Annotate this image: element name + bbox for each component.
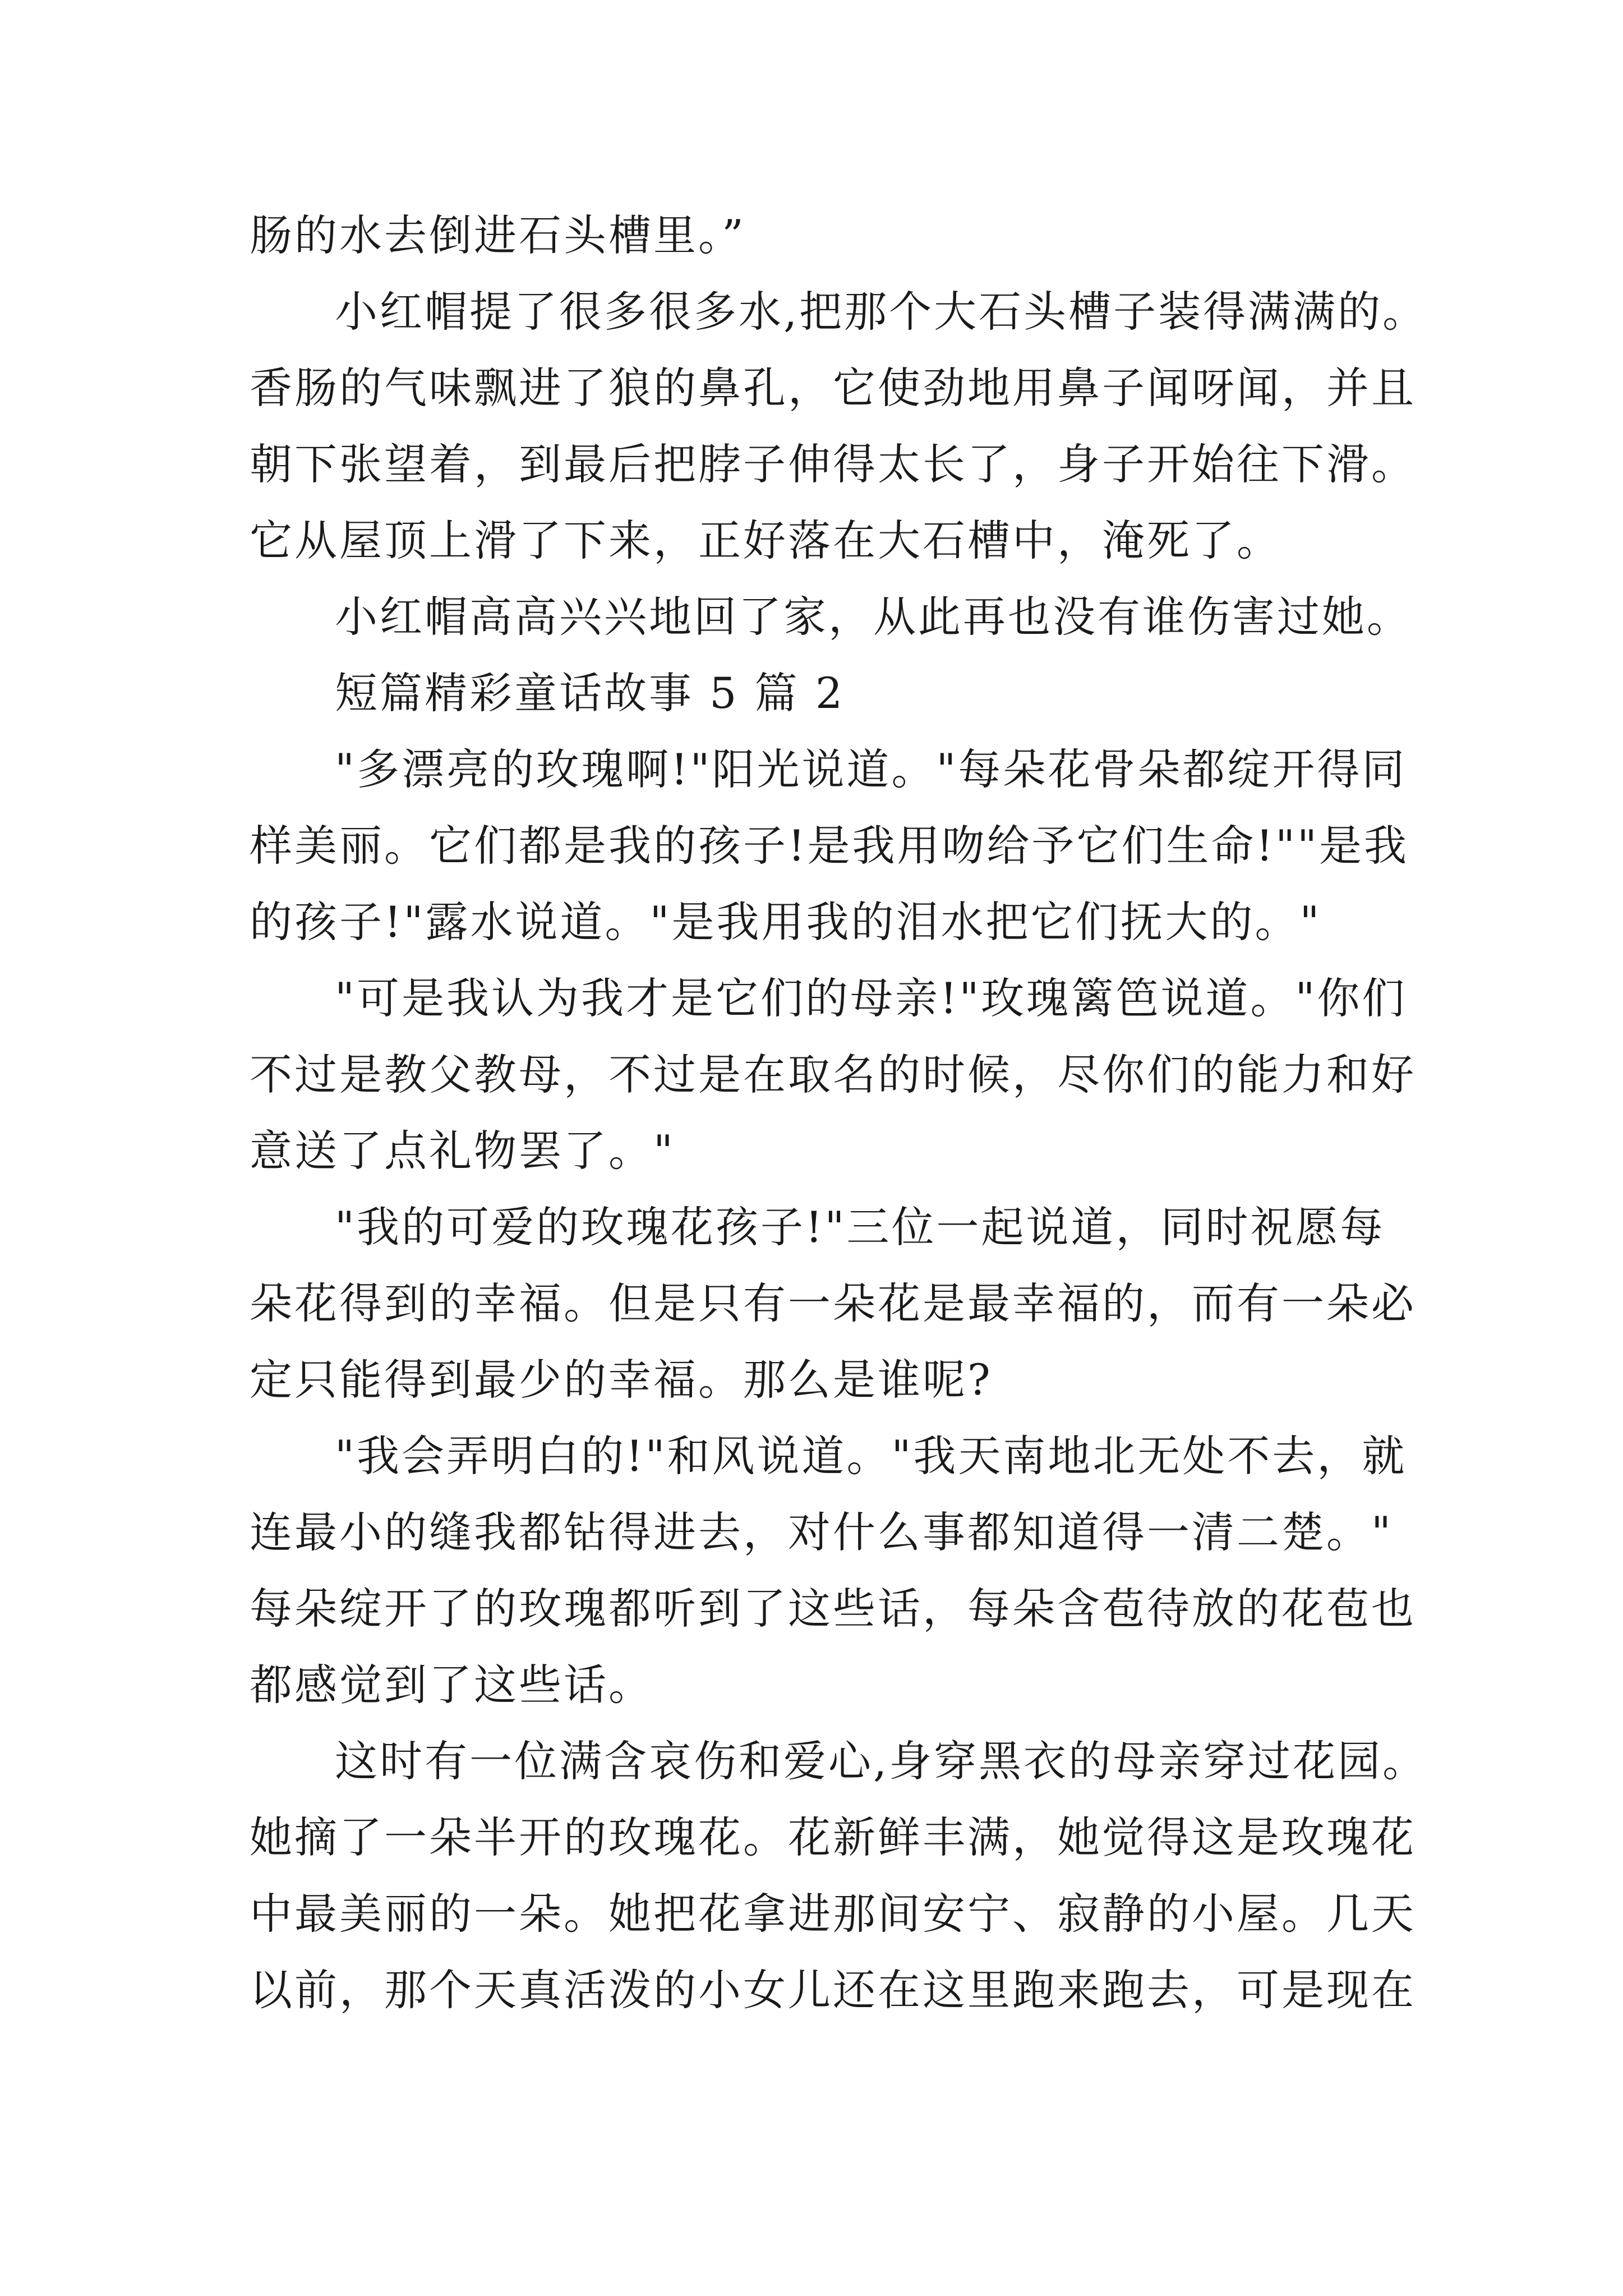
- text-line: 意送了点礼物罢了。": [250, 1126, 675, 1176]
- text-line: 小红帽提了很多很多水,把那个大石头槽子装得满满的。: [335, 287, 1428, 337]
- text-line: 朝下张望着，到最后把脖子伸得太长了，身子开始往下滑。: [250, 439, 1416, 489]
- document-body: [250, 197, 1428, 2028]
- text-line: 短篇精彩童话故事 5 篇 2: [335, 668, 845, 718]
- text-line: 肠的水去倒进石头槽里。”: [250, 210, 746, 260]
- text-line: 的孩子!"露水说道。"是我用我的泪水把它们抚大的。": [250, 897, 1322, 947]
- text-line: 样美丽。它们都是我的孩子!是我用吻给予它们生命!""是我: [250, 821, 1409, 871]
- text-line: 小红帽高高兴兴地回了家，从此再也没有谁伤害过她。: [335, 592, 1412, 642]
- text-line: 中最美丽的一朵。她把花拿进那间安宁、寂静的小屋。几天: [250, 1889, 1416, 1939]
- text-line: 都感觉到了这些话。: [250, 1660, 653, 1710]
- text-line: 她摘了一朵半开的玫瑰花。花新鲜丰满，她觉得这是玫瑰花: [250, 1812, 1416, 1862]
- text-line: 连最小的缝我都钻得进去，对什么事都知道得一清二楚。": [250, 1507, 1393, 1557]
- text-line: 朵花得到的幸福。但是只有一朵花是最幸福的，而有一朵必: [250, 1278, 1416, 1328]
- text-line: 定只能得到最少的幸福。那么是谁呢?: [250, 1355, 993, 1405]
- text-line: "可是我认为我才是它们的母亲!"玫瑰篱笆说道。"你们: [335, 973, 1407, 1023]
- text-line: "我会弄明白的!"和风说道。"我天南地北无处不去，就: [335, 1431, 1407, 1481]
- text-line: "我的可爱的玫瑰花孩子!"三位一起说道，同时祝愿每: [335, 1202, 1385, 1252]
- text-line: 以前，那个天真活泼的小女儿还在这里跑来跑去，可是现在: [250, 1965, 1416, 2015]
- text-line: 这时有一位满含哀伤和爱心,身穿黑衣的母亲穿过花园。: [335, 1736, 1428, 1786]
- text-line: 不过是教父教母，不过是在取名的时候，尽你们的能力和好: [250, 1050, 1416, 1099]
- text-line: 它从屋顶上滑了下来，正好落在大石槽中，淹死了。: [250, 516, 1281, 565]
- text-line: 每朵绽开了的玫瑰都听到了这些话，每朵含苞待放的花苞也: [250, 1584, 1416, 1634]
- text-line: "多漂亮的玫瑰啊!"阳光说道。"每朵花骨朵都绽开得同: [335, 744, 1407, 794]
- text-line: 香肠的气味飘进了狼的鼻孔，它使劲地用鼻子闻呀闻，并且: [250, 363, 1416, 413]
